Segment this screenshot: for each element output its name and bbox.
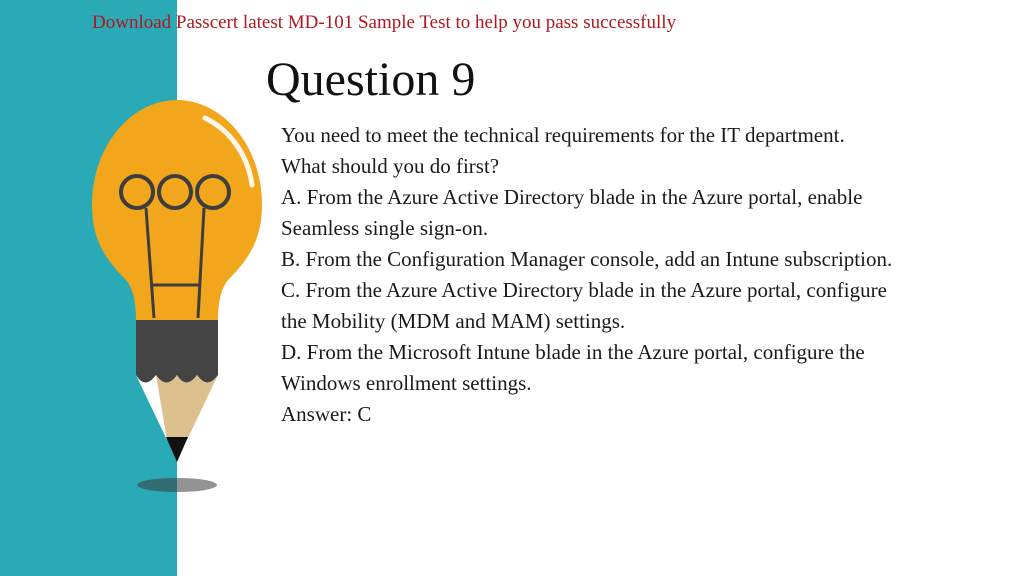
option-a-line: Seamless single sign-on. bbox=[281, 216, 489, 240]
option-d-line: Windows enrollment settings. bbox=[281, 371, 532, 395]
option-a-line: A. From the Azure Active Directory blade in the Azure portal, enable bbox=[281, 185, 863, 209]
pencil-lead-shape bbox=[166, 437, 188, 462]
promo-banner-text: Download Passcert latest MD-101 Sample Test to help you pass successfully bbox=[92, 12, 677, 33]
question-title: Question 9 bbox=[266, 53, 476, 106]
option-c-line: C. From the Azure Active Directory blade in the Azure portal, configure bbox=[281, 278, 887, 302]
question-line: What should you do first? bbox=[281, 154, 500, 178]
lightbulb-pencil-icon bbox=[80, 100, 280, 500]
option-c-line: the Mobility (MDM and MAM) settings. bbox=[281, 309, 626, 333]
question-body bbox=[281, 120, 1016, 430]
shadow-shape bbox=[137, 478, 217, 492]
answer-line: Answer: C bbox=[281, 402, 372, 426]
option-b-line: B. From the Configuration Manager console, add an Intune subscription. bbox=[281, 247, 893, 271]
question-line: You need to meet the technical requirements for the IT department. bbox=[281, 123, 845, 147]
option-d-line: D. From the Microsoft Intune blade in the Azure portal, configure the bbox=[281, 340, 865, 364]
bulb-base-shape bbox=[136, 320, 218, 383]
bulb-glass-shape bbox=[92, 100, 262, 320]
